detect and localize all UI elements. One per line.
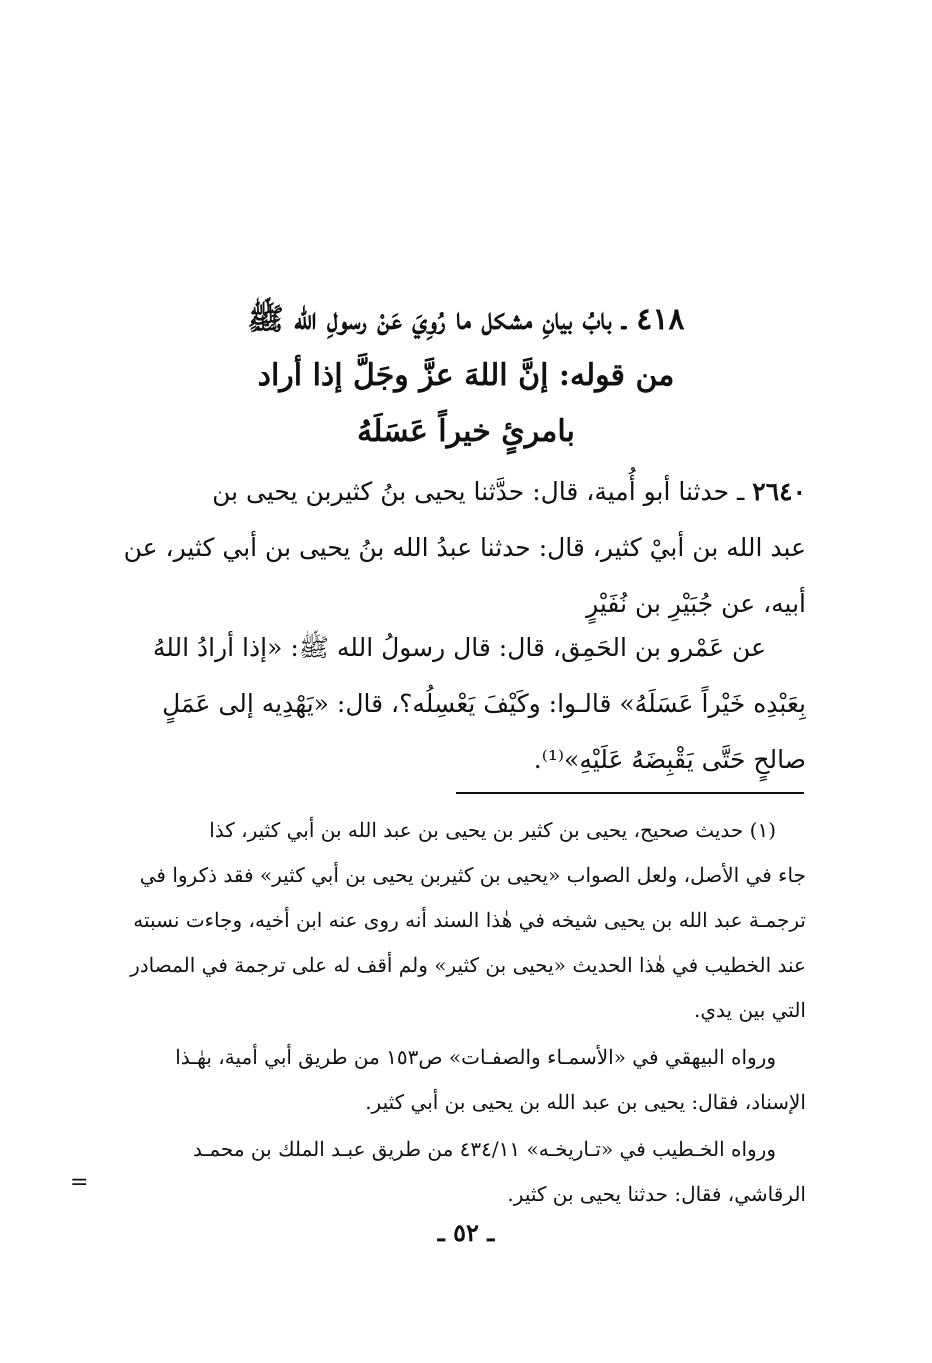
hadith-matn [100,620,806,788]
footnote-line: الإسناد، فقال: يحيى بن عبد الله بن يحيى بن أبي كثير. [365,1090,806,1114]
page-number: ـ ٥٢ ـ [437,1218,495,1247]
matn-line: بِعَبْدِه خَيْراً عَسَلَهُ» قالـوا: وكَيْفَ يَعْسِلُه؟، قال: «يَهْدِيه إلى عَمَلٍ [162,689,806,718]
footnotes [100,808,806,1217]
footnote-line: عند الخطيب في هٰذا الحديث «يحيى بن كثير» ولم أقف له على ترجمة في المصادر [130,953,806,977]
heading-line: بامرئٍ خيراً عَسَلَهُ [357,414,575,449]
footnote-line: الرقاشي، فقال: حدثنا يحيى بن كثير. [507,1182,806,1206]
hadith-isnad [100,464,806,632]
chapter-heading [100,292,832,460]
footnote-line: جاء في الأصل، ولعل الصواب «يحيى بن كثيربن يحيى بن أبي كثير» فقد ذكروا في [139,863,806,887]
footnote-line: ورواه الخـطيب في «تـاريخـه» ٤٣٤/١١ من طريق عبـد الملك بن محمـد [193,1137,776,1161]
footnote-line: (١) حديث صحيح، يحيى بن كثير بن يحيى بن عبد الله بن أبي كثير، كذا [209,818,776,842]
isnad-line: ٢٦٤٠ ـ حدثنا أبو أُمية، قال: حدَّثنا يحيى بنُ كثيربن يحيى بن [212,477,806,506]
heading-line: ٤١٨ ـ بابُ بيانِ مشكل ما رُوِيَ عَنْ رسولِ الله ﷺ [247,302,685,337]
matn-line: عن عَمْرو بن الحَمِق، قال: قال رسولُ الله ﷺ: «إذا أرادُ اللهُ [152,633,766,662]
footnote-separator [456,792,804,794]
footnote-line: ورواه البيهقي في «الأسمـاء والصفـات» ص١٥٣ من طريق أبي أمية، بهٰـذا [175,1045,776,1069]
matn-line: صالحٍ حَتَّى يَقْبِضَهُ عَلَيْهِ»⁽¹⁾. [533,745,806,774]
footnote-line: التي بين يدي. [694,998,806,1022]
isnad-line: أبيه، عن جُبَيْرِ بن نُفَيْرٍ [586,589,806,618]
isnad-line: عبد الله بن أبيْ كثير، قال: حدثنا عبدُ الله بنُ يحيى بن أبي كثير، عن [123,533,806,562]
heading-line: من قوله: إنَّ اللهَ عزَّ وجَلَّ إذا أراد [257,358,675,393]
hadith-number: ٢٦٤٠ [752,477,806,506]
footnote-line: ترجمـة عبد الله بن يحيى شيخه في هٰذا السند أنه روى عنه ابن أخيه، وجاءت نسبته [133,908,806,932]
continuation-mark: = [70,1170,89,1195]
